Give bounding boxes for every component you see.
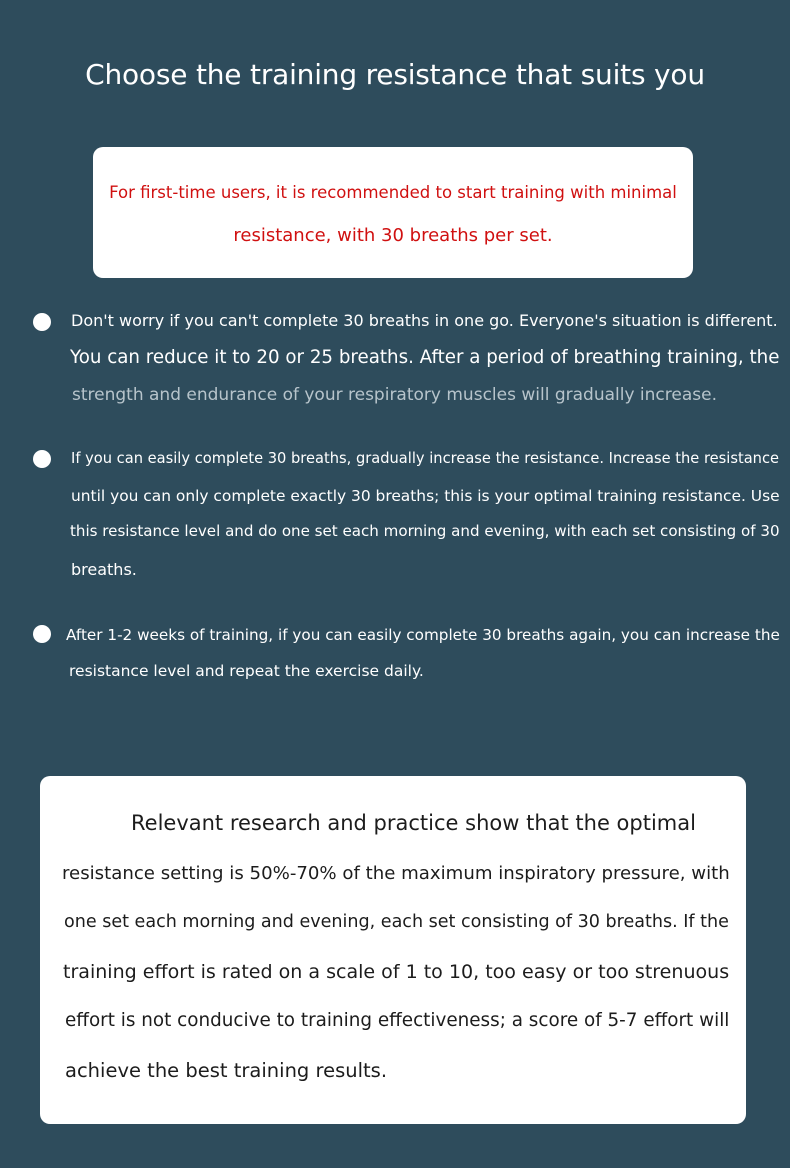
research-line-2: resistance setting is 50%-70% of the maximum inspiratory pressure, with [62,863,730,884]
recommendation-notice [93,147,693,278]
page-title: Choose the training resistance that suits you [85,58,705,91]
bullet-icon [33,625,51,643]
notice-text-line-1: For first-time users, it is recommended to start training with minimal [109,183,677,202]
research-line-6: achieve the best training results. [65,1059,388,1082]
tip-2-line-4: breaths. [71,560,137,579]
research-line-5: effort is not conducive to training effectiveness; a score of 5-7 effort will [65,1010,730,1031]
tip-1-line-1: Don't worry if you can't complete 30 breaths in one go. Everyone's situation is different. [71,311,778,330]
bullet-icon [33,450,51,468]
research-line-1: Relevant research and practice show that the optimal [131,811,696,835]
research-info-card [40,776,746,1124]
tip-1-line-2: You can reduce it to 20 or 25 breaths. After a period of breathing training, the [70,347,780,368]
bullet-icon [33,313,51,331]
tip-2-line-3: this resistance level and do one set each morning and evening, with each set consisting of 30 [70,522,780,540]
tip-1-line-3: strength and endurance of your respiratory muscles will gradually increase. [72,385,717,405]
tip-3-line-1: After 1-2 weeks of training, if you can easily complete 30 breaths again, you can increase the [66,626,780,644]
notice-text-line-2: resistance, with 30 breaths per set. [233,225,553,246]
research-line-4: training effort is rated on a scale of 1 to 10, too easy or too strenuous [63,961,730,983]
tip-2-line-1: If you can easily complete 30 breaths, gradually increase the resistance. Increase the resistance [71,450,780,467]
research-line-3: one set each morning and evening, each set consisting of 30 breaths. If the [64,912,729,932]
tip-2-line-2: until you can only complete exactly 30 breaths; this is your optimal training resistance. Use [71,487,780,505]
tip-3-line-2: resistance level and repeat the exercise daily. [69,662,424,680]
